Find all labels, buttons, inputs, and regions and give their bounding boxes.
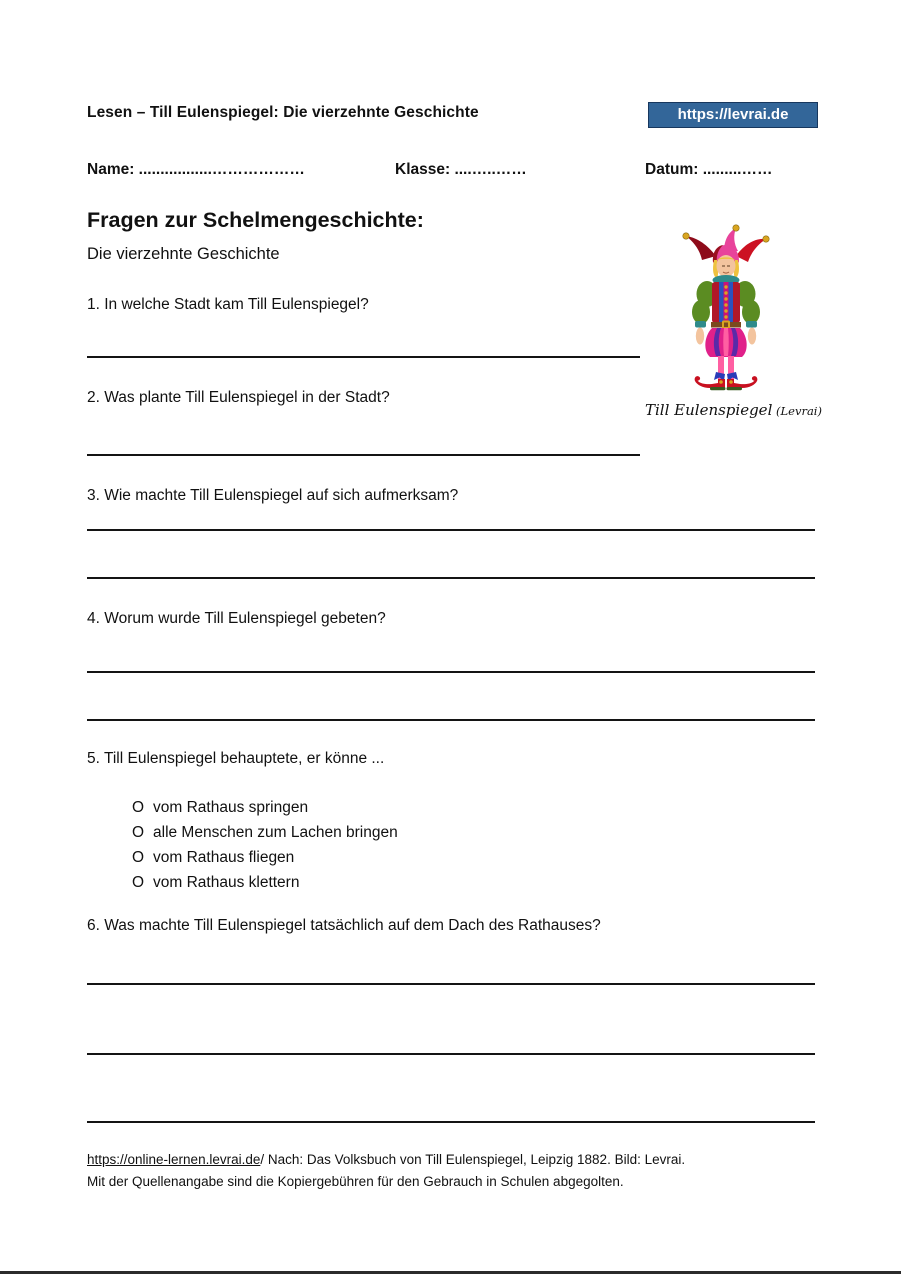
footer-source-note — [87, 1149, 847, 1193]
page-title: Fragen zur Schelmengeschichte: — [87, 208, 424, 232]
question-2: 2. Was plante Till Eulenspiegel in der Stadt? — [87, 389, 390, 406]
jester-caption — [645, 401, 822, 419]
choice-circle-marker: O — [132, 824, 145, 841]
footer-line-2: Mit der Quellenangabe sind die Kopiergebühren für den Gebrauch in Schulen abgegolten. — [87, 1174, 624, 1189]
choice-option-1 — [132, 799, 308, 817]
klasse-field-label: Klasse: ....…..…… — [395, 161, 527, 178]
choice-label: alle Menschen zum Lachen bringen — [153, 824, 398, 841]
answer-line — [87, 1053, 815, 1055]
answer-line — [87, 1121, 815, 1123]
question-5: 5. Till Eulenspiegel behauptete, er könne ... — [87, 750, 385, 767]
answer-line — [87, 529, 815, 531]
answer-line — [87, 983, 815, 985]
footer-line-1-rest: / Nach: Das Volksbuch von Till Eulenspiegel, Leipzig 1882. Bild: Levrai. — [260, 1152, 686, 1167]
levrai-url-badge[interactable]: https://levrai.de — [648, 102, 818, 128]
datum-field-label: Datum: .........…… — [645, 161, 773, 178]
question-1: 1. In welche Stadt kam Till Eulenspiegel? — [87, 296, 369, 313]
answer-line — [87, 454, 640, 456]
choice-label: vom Rathaus klettern — [153, 874, 300, 891]
question-4: 4. Worum wurde Till Eulenspiegel gebeten? — [87, 610, 386, 627]
answer-line — [87, 577, 815, 579]
answer-line — [87, 671, 815, 673]
footer-link[interactable]: https://online-lernen.levrai.de — [87, 1152, 261, 1167]
choice-circle-marker: O — [132, 799, 145, 816]
choice-circle-marker: O — [132, 874, 145, 891]
page-subtitle: Die vierzehnte Geschichte — [87, 245, 280, 263]
name-field-label: Name: .................……………… — [87, 161, 305, 178]
question-3: 3. Wie machte Till Eulenspiegel auf sich aufmerksam? — [87, 487, 459, 504]
answer-line — [87, 356, 640, 358]
choice-option-4 — [132, 874, 299, 892]
choice-option-2 — [132, 824, 398, 842]
jester-caption-credit: (Levrai) — [772, 404, 822, 418]
question-6: 6. Was machte Till Eulenspiegel tatsächlich auf dem Dach des Rathauses? — [87, 917, 601, 934]
footer-line-1 — [87, 1149, 847, 1171]
choice-circle-marker: O — [132, 849, 145, 866]
worksheet-header-title: Lesen – Till Eulenspiegel: Die vierzehnte Geschichte — [87, 104, 479, 121]
choice-label: vom Rathaus springen — [153, 799, 309, 816]
choice-option-3 — [132, 849, 294, 867]
choice-label: vom Rathaus fliegen — [153, 849, 295, 866]
jester-illustration — [674, 224, 778, 399]
answer-line — [87, 719, 815, 721]
jester-caption-text: Till Eulenspiegel — [645, 401, 773, 419]
